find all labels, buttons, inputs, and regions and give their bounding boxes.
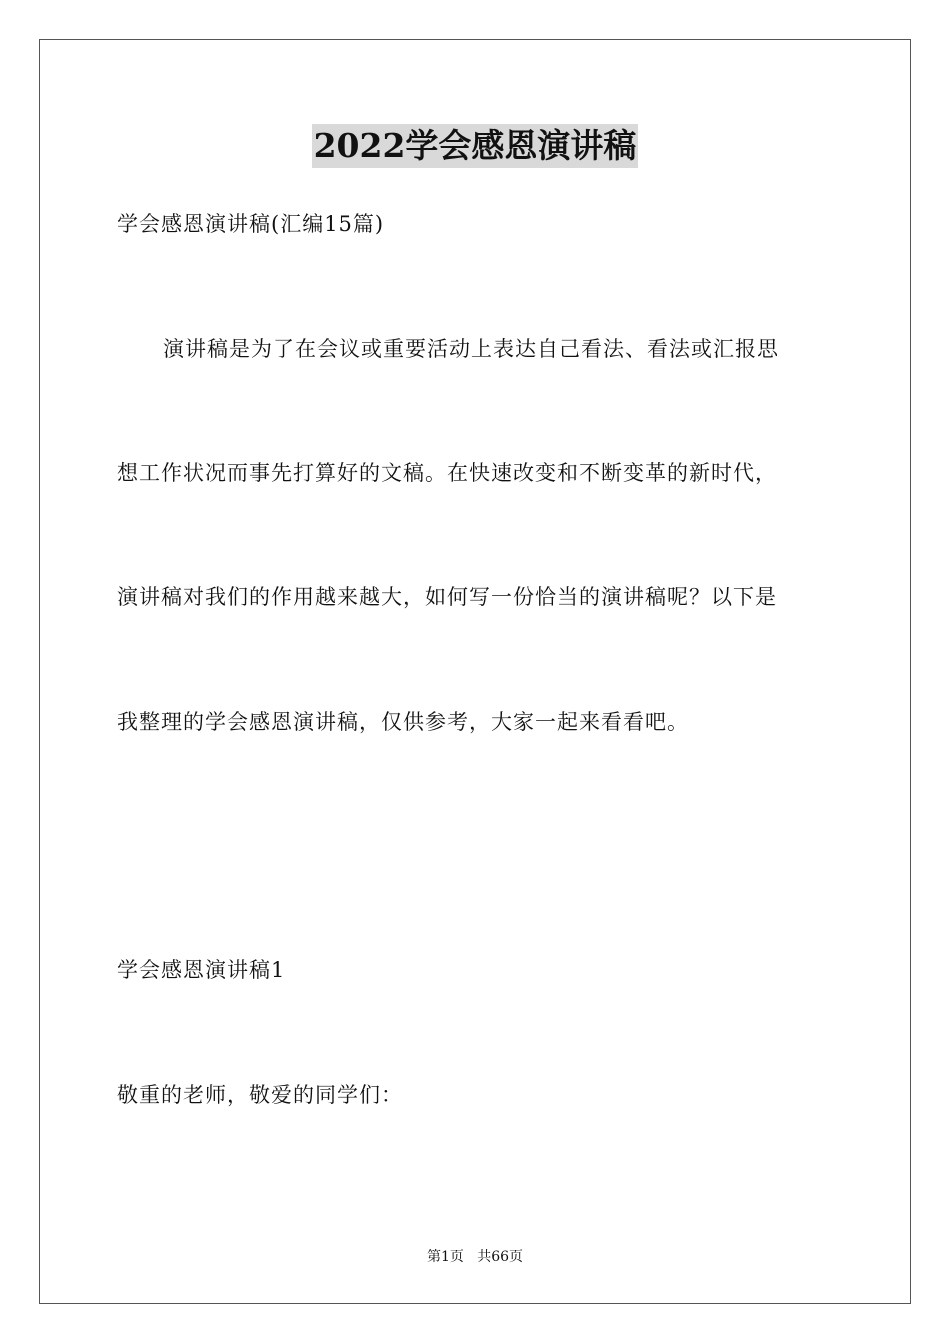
page-number-footer: 第1页 共66页 bbox=[426, 1249, 524, 1265]
document-title: 2022学会感恩演讲稿 bbox=[312, 124, 639, 168]
salutation: 敬重的老师，敬爱的同学们： bbox=[117, 1083, 403, 1107]
intro-line-1: 演讲稿是为了在会议或重要活动上表达自己看法、看法或汇报思 bbox=[163, 337, 779, 361]
intro-line-4: 我整理的学会感恩演讲稿，仅供参考，大家一起来看看吧。 bbox=[117, 710, 689, 734]
document-subtitle: 学会感恩演讲稿(汇编15篇) bbox=[117, 212, 385, 236]
section-heading: 学会感恩演讲稿1 bbox=[117, 958, 286, 982]
title-container bbox=[0, 124, 950, 168]
intro-line-3: 演讲稿对我们的作用越来越大，如何写一份恰当的演讲稿呢？以下是 bbox=[117, 585, 777, 609]
intro-line-2: 想工作状况而事先打算好的文稿。在快速改变和不断变革的新时代， bbox=[117, 461, 777, 485]
